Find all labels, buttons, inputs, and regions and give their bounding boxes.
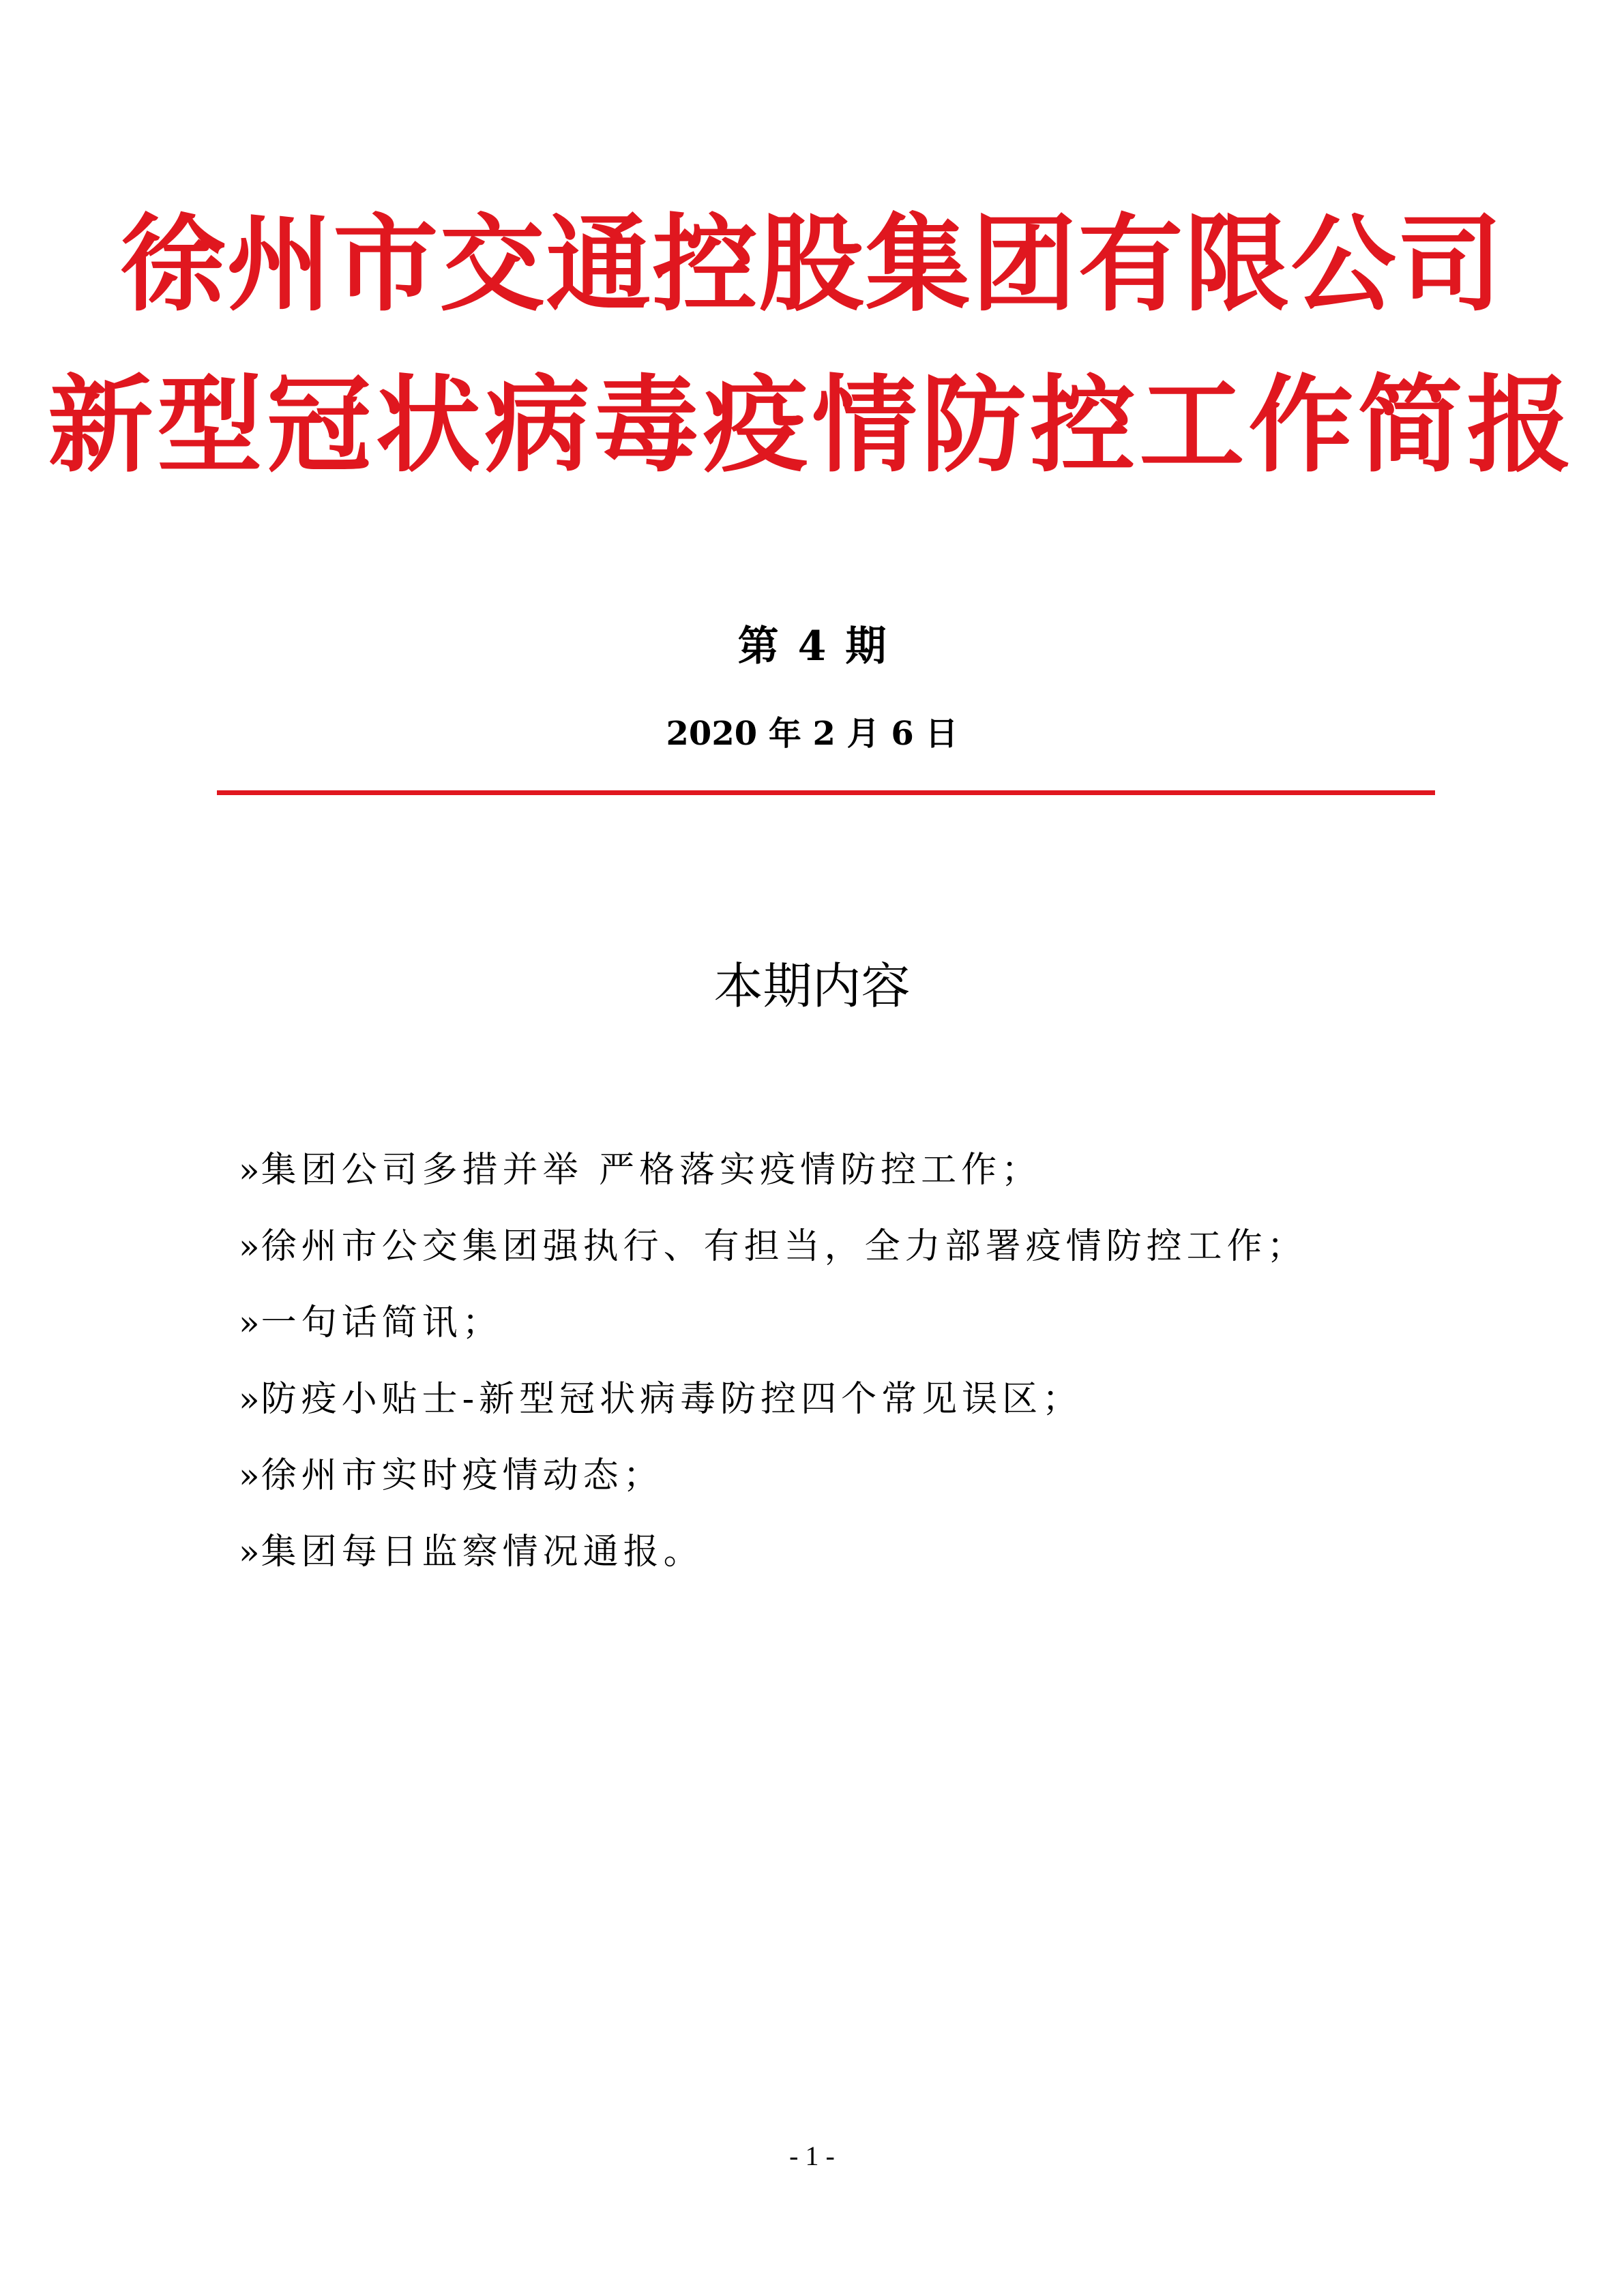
- contents-item-text: 集团公司多措并举 严格落实疫情防控工作；: [261, 1150, 1042, 1191]
- contents-list: [239, 1132, 1308, 1590]
- contents-item-text: 一句话简讯；: [261, 1302, 503, 1343]
- chevron-right-icon: »: [239, 1380, 260, 1419]
- chevron-right-icon: »: [239, 1227, 260, 1266]
- briefing-title: 新型冠状病毒疫情防控工作简报: [48, 365, 1576, 487]
- contents-item: [239, 1285, 1308, 1361]
- chevron-right-icon: »: [239, 1456, 260, 1495]
- contents-item-text: 徐州市公交集团强执行、有担当，全力部署疫情防控工作；: [261, 1226, 1308, 1267]
- issue-number: 4: [797, 623, 827, 670]
- contents-heading: 本期内容: [713, 957, 911, 1015]
- chevron-right-icon: »: [239, 1532, 260, 1572]
- contents-item: [239, 1208, 1308, 1285]
- organization-title: 徐州市交通控股集团有限公司: [120, 204, 1504, 326]
- contents-item-text: 集团每日监察情况通报。: [261, 1532, 704, 1572]
- issue-number-line: [0, 623, 1624, 670]
- red-divider-line: [217, 790, 1435, 795]
- contents-item-text: 防疫小贴士-新型冠状病毒防控四个常见误区；: [261, 1379, 1083, 1420]
- issue-prefix: 第: [737, 623, 779, 670]
- chevron-right-icon: »: [239, 1303, 260, 1343]
- chevron-right-icon: »: [239, 1150, 260, 1190]
- contents-item: [239, 1361, 1308, 1437]
- issue-suffix: 期: [845, 623, 887, 670]
- contents-item: [239, 1514, 1308, 1590]
- contents-item-text: 徐州市实时疫情动态；: [261, 1455, 664, 1496]
- page-number: - 1 -: [789, 2141, 835, 2171]
- contents-item: [239, 1437, 1308, 1514]
- contents-item: [239, 1132, 1308, 1208]
- issue-date: 2020 年 2 月 6 日: [666, 715, 958, 753]
